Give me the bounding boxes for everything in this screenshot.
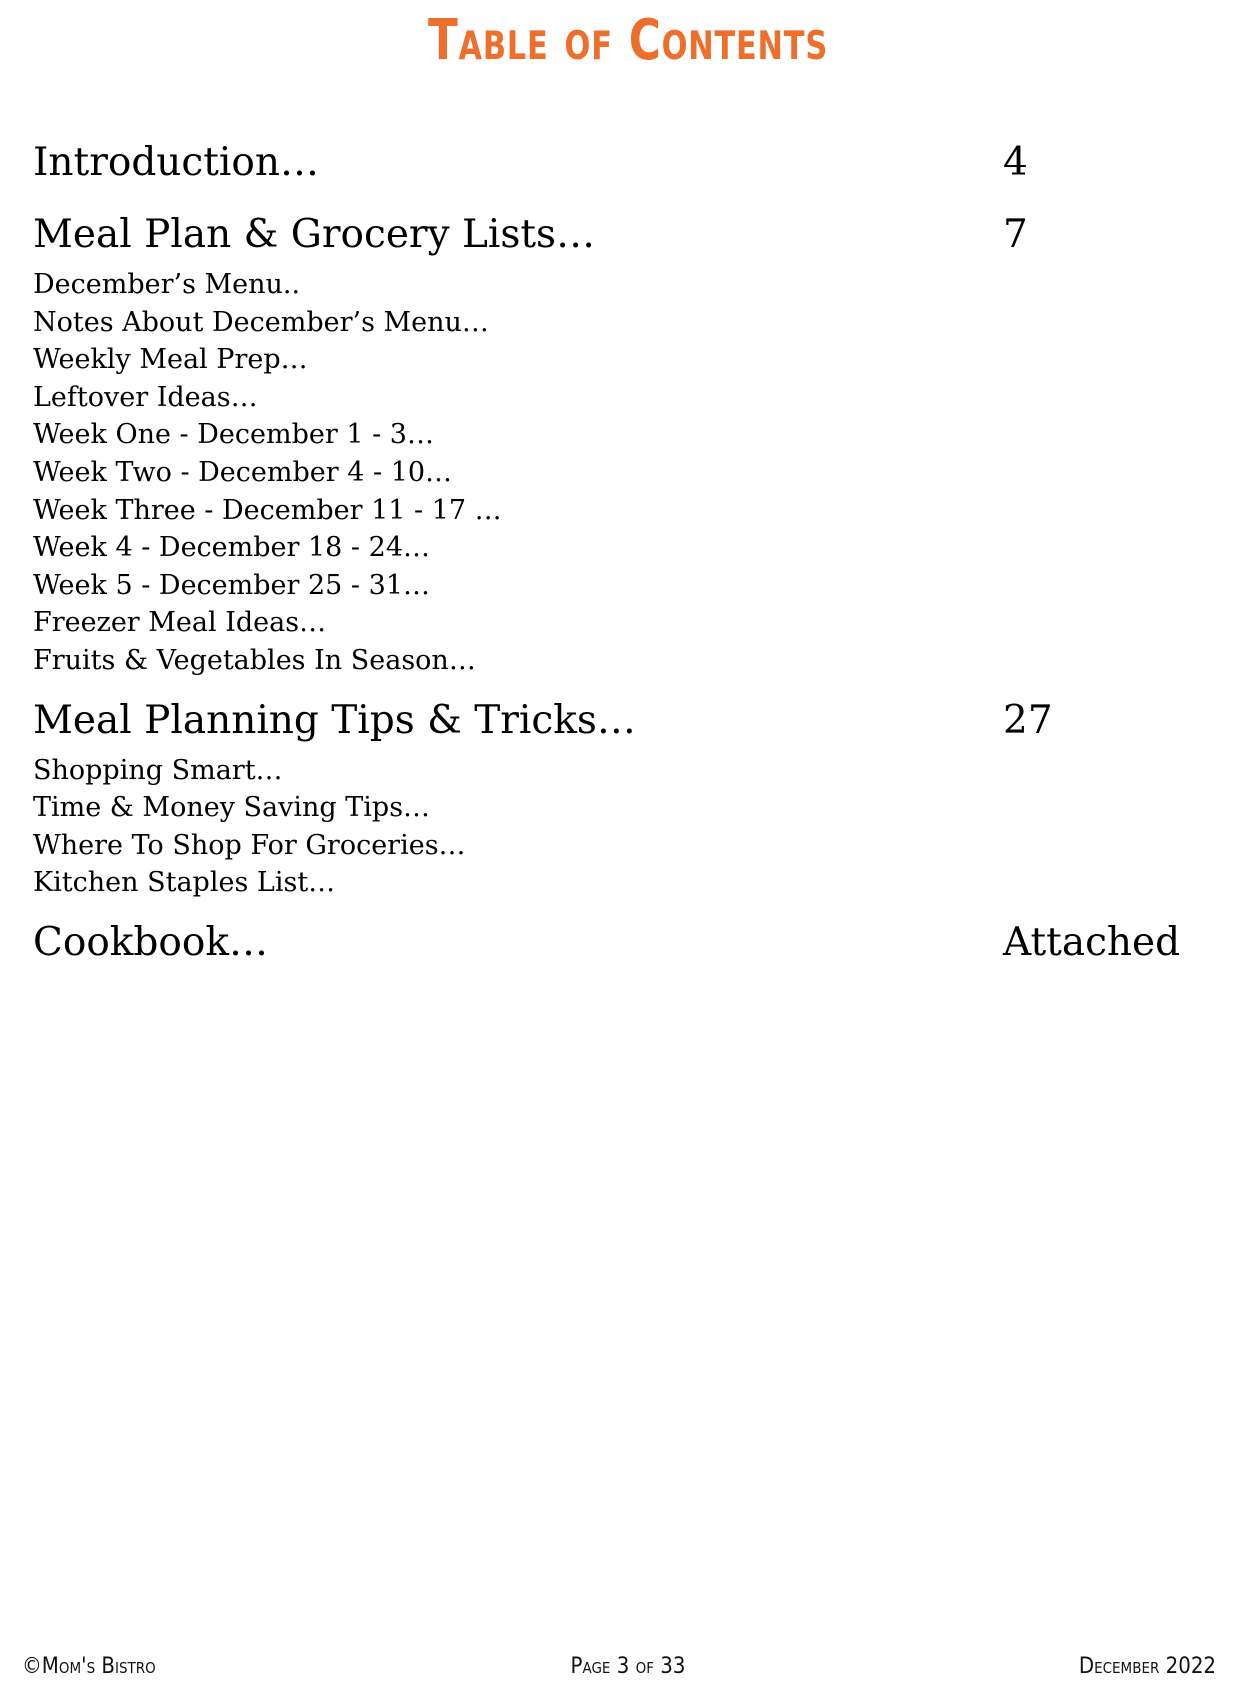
toc-section-page-number: Attached [1003,919,1181,965]
toc-section-introduction [33,132,1183,194]
toc-subitem[interactable]: Week One - December 1 - 3… [33,419,434,451]
toc-section-heading[interactable] [33,690,1183,752]
toc-subitem-list [33,752,1183,902]
toc-section-page-number: 27 [1003,697,1053,743]
toc-subitem[interactable]: Weekly Meal Prep… [33,344,308,376]
toc-subitem[interactable]: Notes About December’s Menu… [33,306,489,338]
toc-section-title: Meal Plan & Grocery Lists… [33,212,596,257]
toc-section-title: Introduction… [33,140,319,185]
toc-subitem[interactable]: December’s Menu.. [33,269,301,300]
footer-page-number: Page 3 of 33 [570,1654,686,1679]
toc-section-title: Meal Planning Tips & Tricks… [33,697,636,743]
toc-subitem[interactable]: Where To Shop For Groceries… [33,829,466,861]
toc-subitem[interactable]: Kitchen Staples List… [33,867,336,899]
toc-subitem[interactable]: Week Two - December 4 - 10… [33,456,453,488]
toc-section-heading[interactable] [33,912,1183,974]
toc-subitem[interactable]: Time & Money Saving Tips… [33,792,431,824]
toc-section-tips-tricks [33,690,1183,902]
toc-subitem[interactable]: Freezer Meal Ideas… [33,607,327,639]
toc-section-title: Cookbook… [33,919,268,965]
table-of-contents [33,132,1183,984]
toc-subitem[interactable]: Week Three - December 11 - 17 … [33,494,502,526]
toc-section-heading[interactable] [33,204,1183,266]
toc-subitem[interactable]: Leftover Ideas… [33,381,258,413]
toc-subitem[interactable]: Week 4 - December 18 - 24… [33,532,430,564]
toc-section-heading[interactable] [33,132,1183,194]
toc-subitem[interactable]: Week 5 - December 25 - 31… [33,569,430,601]
toc-section-page-number: 7 [1003,212,1028,257]
footer-copyright: ©Mom's Bistro [22,1654,156,1679]
toc-subitem[interactable]: Shopping Smart… [33,754,283,786]
toc-section-page-number: 4 [1003,140,1028,185]
toc-subitem[interactable]: Fruits & Vegetables In Season… [33,644,476,676]
page-title: Table of Contents [427,8,829,73]
toc-section-meal-plan [33,204,1183,680]
footer-date: December 2022 [1078,1654,1216,1679]
toc-section-cookbook [33,912,1183,974]
toc-subitem-list [33,266,1183,680]
page-footer [0,1654,1256,1684]
